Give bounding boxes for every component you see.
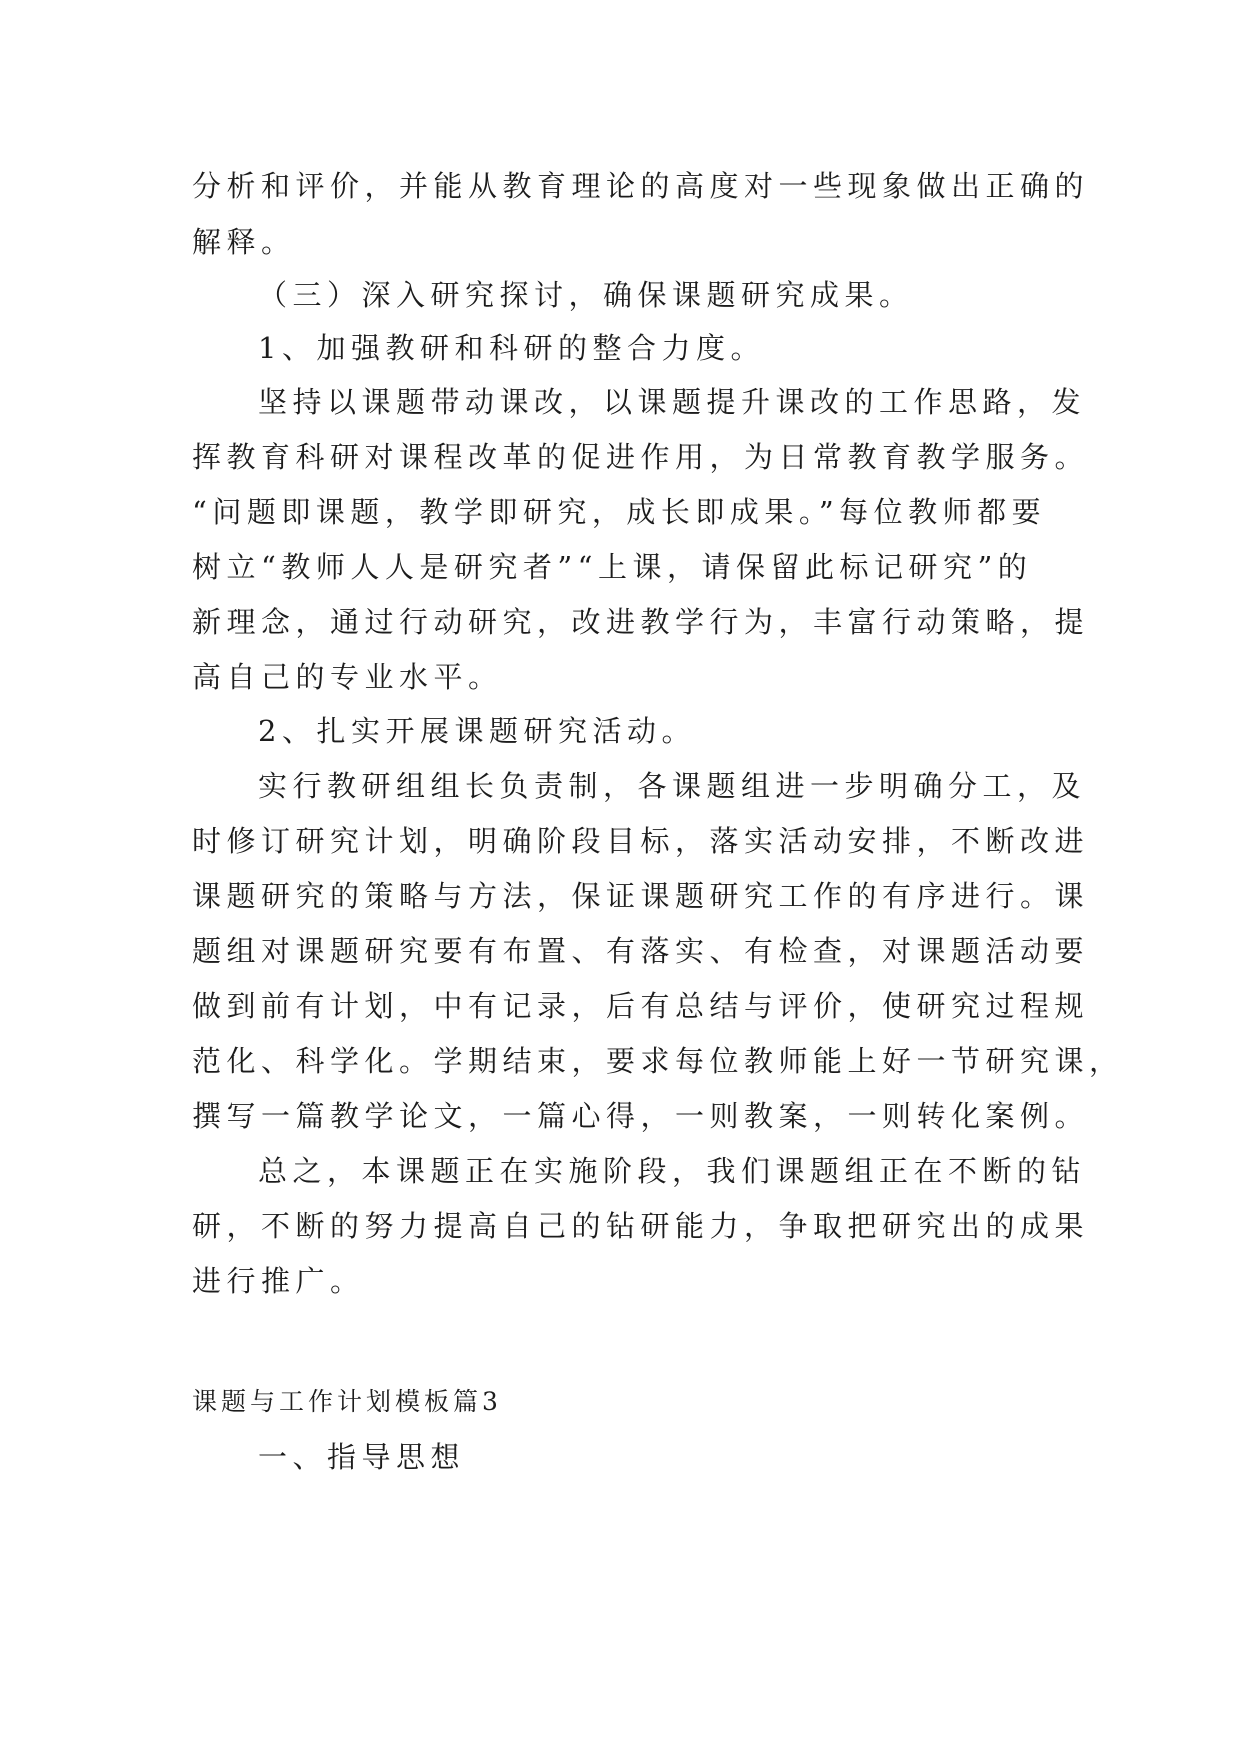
text-line: 树立“教师人人是研究者”“上课，请保留此标记研究”的	[192, 550, 1033, 584]
text-line: 范化、科学化。学期结束，要求每位教师能上好一节研究课，	[192, 1044, 1124, 1078]
text-line: 实行教研组组长负责制，各课题组进一步明确分工，及	[258, 769, 1087, 803]
section-heading: （三）深入研究探讨，确保课题研究成果。	[258, 278, 914, 312]
text-line: 挥教育科研对课程改革的促进作用，为日常教育教学服务。	[192, 440, 1090, 474]
subsection-heading: 1、加强教研和科研的整合力度。	[258, 331, 765, 365]
text-line: 总之，本课题正在实施阶段，我们课题组正在不断的钻	[258, 1154, 1087, 1188]
subsection-heading: 2、扎实开展课题研究活动。	[258, 714, 696, 748]
text-line: 课题研究的策略与方法，保证课题研究工作的有序进行。课	[192, 879, 1090, 913]
text-line: 解释。	[192, 225, 296, 259]
text-line: 题组对课题研究要有布置、有落实、有检查，对课题活动要	[192, 934, 1090, 968]
text-line: 撰写一篇教学论文，一篇心得，一则教案，一则转化案例。	[192, 1099, 1090, 1133]
text-line: 分析和评价，并能从教育理论的高度对一些现象做出正确的	[192, 169, 1090, 203]
template-title: 课题与工作计划模板篇3	[192, 1387, 502, 1416]
text-line: 坚持以课题带动课改，以课题提升课改的工作思路，发	[258, 385, 1087, 419]
text-line: 高自己的专业水平。	[192, 660, 503, 694]
text-line: 新理念，通过行动研究，改进教学行为，丰富行动策略，提	[192, 605, 1090, 639]
text-line: 研，不断的努力提高自己的钻研能力，争取把研究出的成果	[192, 1209, 1090, 1243]
text-line: 做到前有计划，中有记录，后有总结与评价，使研究过程规	[192, 989, 1090, 1023]
text-line: 时修订研究计划，明确阶段目标，落实活动安排，不断改进	[192, 824, 1090, 858]
section-heading: 一、指导思想	[258, 1440, 466, 1474]
text-line: 进行推广。	[192, 1264, 365, 1298]
text-line: “问题即课题，教学即研究，成长即成果。”每位教师都要	[192, 495, 1047, 529]
